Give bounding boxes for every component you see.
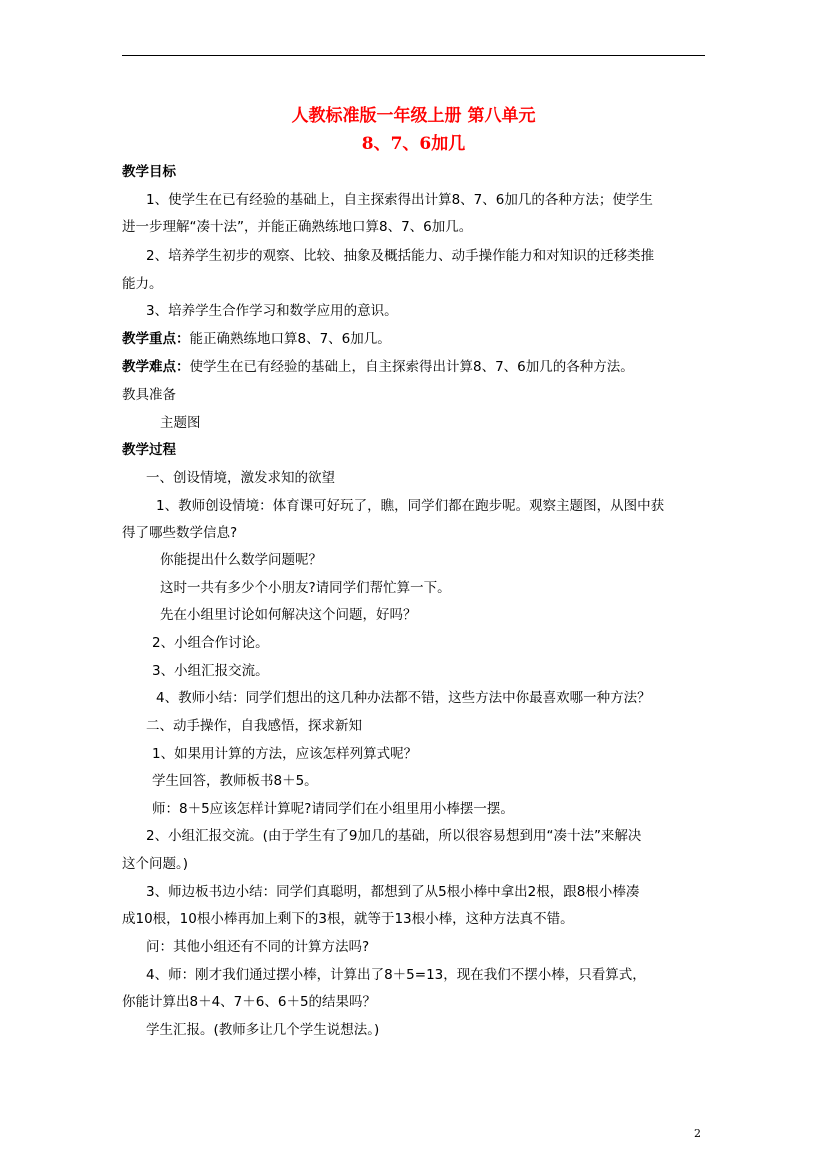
body-line: 主题图 [160,415,201,431]
body-line: 师：8＋5应该怎样计算呢?请同学们在小组里用小棒摆一摆。 [152,801,514,817]
body-line: 3、小组汇报交流。 [152,663,269,679]
body-line: 先在小组里讨论如何解决这个问题，好吗？ [160,607,417,623]
body-line: 1、使学生在已有经验的基础上，自主探索得出计算8、7、6加几的各种方法；使学生 [146,192,653,208]
body-line: 能力。 [122,276,163,292]
body-line: 二、动手操作，自我感悟，探求新知 [146,718,362,734]
header-rule [122,55,705,56]
body-line: 这个问题。) [122,856,189,872]
section-heading-process: 教学过程 [122,442,176,458]
body-line: 2、小组合作讨论。 [152,635,269,651]
body-line: 2、培养学生初步的观察、比较、抽象及概括能力、动手操作能力和对知识的迁移类推 [146,248,655,264]
body-line: 2、小组汇报交流。(由于学生有了9加几的基础，所以很容易想到用“凑十法”来解决 [146,828,642,844]
body-line: 3、师边板书边小结：同学们真聪明，都想到了从5根小棒中拿出2根，跟8根小棒凑 [146,884,640,900]
body-line: 这时一共有多少个小朋友?请同学们帮忙算一下。 [160,580,451,596]
body-line: 3、培养学生合作学习和数学应用的意识。 [146,303,398,319]
page-subtitle: 8、7、6加几 [361,134,466,154]
body-line: 得了哪些数学信息? [122,525,238,541]
section-heading-objectives: 教学目标 [122,164,176,180]
body-line: 学生回答，教师板书8＋5。 [152,773,318,789]
difficulty-line: 教学难点：使学生在已有经验的基础上，自主探索得出计算8、7、6加几的各种方法。 [122,359,634,375]
body-line: 问：其他小组还有不同的计算方法吗? [146,939,370,955]
body-line: 1、如果用计算的方法，应该怎样列算式呢？ [152,746,418,762]
page-title: 人教标准版一年级上册 第八单元 [291,106,536,126]
body-line: 你能提出什么数学问题呢？ [160,552,322,568]
body-line: 一、创设情境，激发求知的欲望 [146,470,335,486]
body-line: 你能计算出8＋4、7＋6、6＋5的结果吗？ [122,994,377,1010]
page-number: 2 [694,1127,701,1140]
body-line: 学生汇报。(教师多让几个学生说想法。) [146,1022,380,1038]
body-line: 1、教师创设情境：体育课可好玩了，瞧，同学们都在跑步呢。观察主题图，从图中获 [156,498,665,514]
body-line: 教具准备 [122,387,176,403]
body-line: 4、教师小结：同学们想出的这几种办法都不错，这些方法中你最喜欢哪一种方法？ [156,690,651,706]
key-point-line: 教学重点：能正确熟练地口算8、7、6加几。 [122,331,391,347]
body-line: 进一步理解“凑十法”，并能正确熟练地口算8、7、6加几。 [122,219,473,235]
body-line: 成10根，10根小棒再加上剩下的3根，就等于13根小棒，这种方法真不错。 [122,911,574,927]
body-line: 4、师：刚才我们通过摆小棒，计算出了8＋5=13，现在我们不摆小棒，只看算式， [146,967,646,983]
